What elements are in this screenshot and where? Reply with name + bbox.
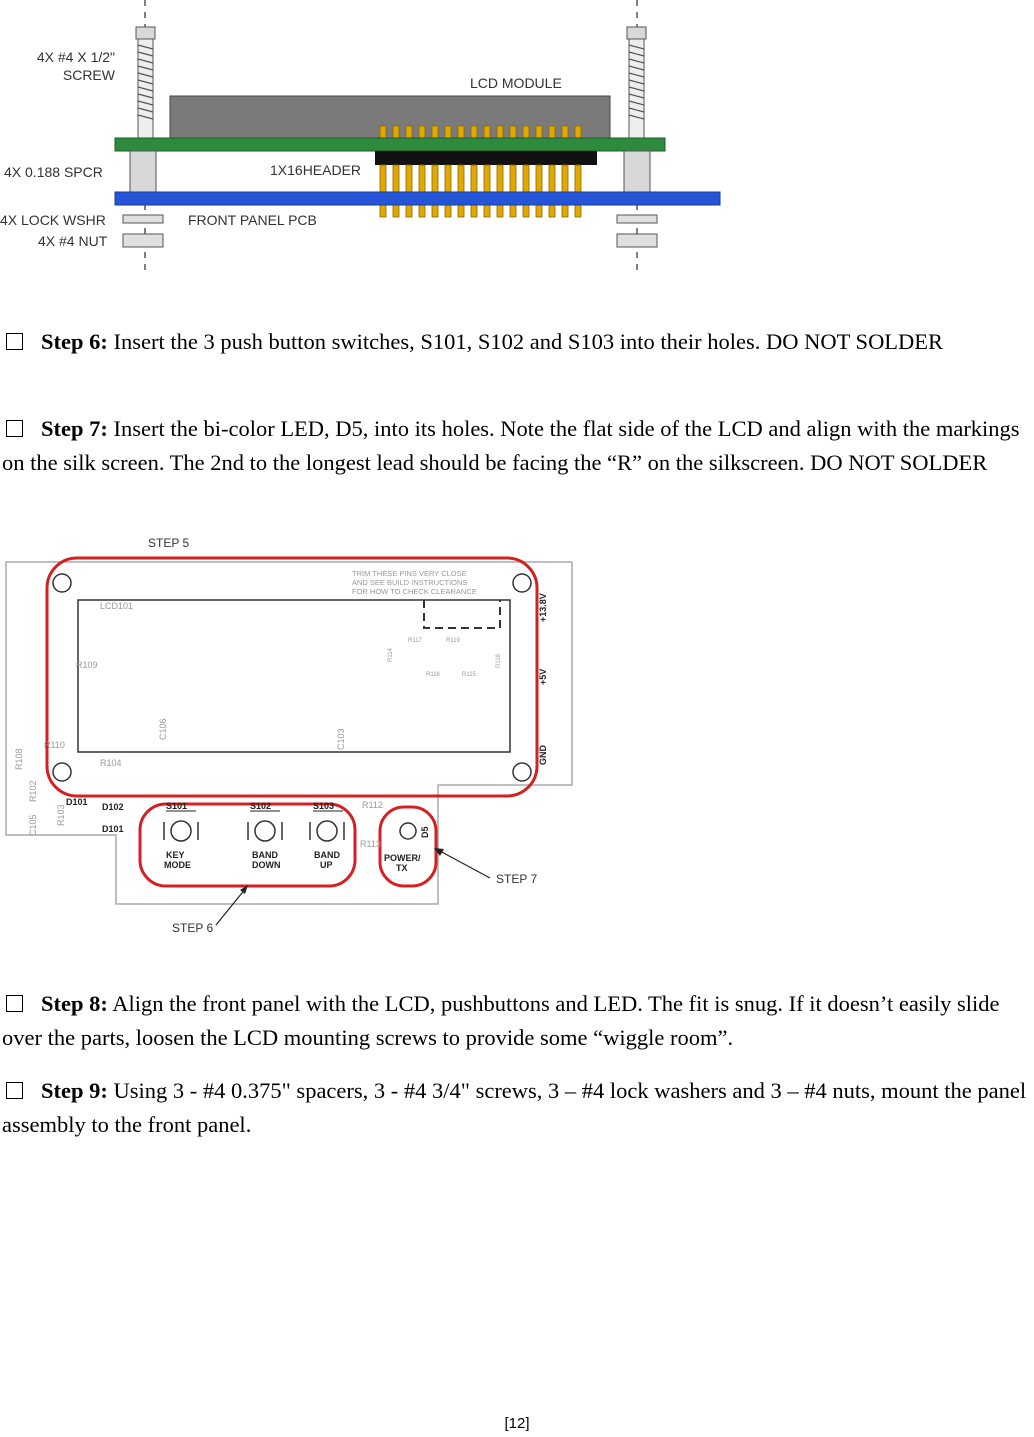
r110-label: R110	[44, 740, 65, 750]
step7-label: STEP 7	[496, 872, 538, 886]
step7-arrow	[438, 850, 490, 878]
band-up-label-2: UP	[320, 860, 333, 870]
r118-label: R118	[496, 654, 502, 668]
step-9	[2, 1074, 1032, 1142]
board-outline	[6, 562, 572, 904]
screw-label-2: SCREW	[62, 67, 115, 83]
right-lock-washer	[617, 215, 657, 223]
screw-label: 4X #4 X 1/2"	[36, 49, 115, 65]
step6-label: STEP 6	[172, 921, 214, 935]
step-9-text: Using 3 - #4 0.375" spacers, 3 - #4 3/4" screws, 3 – #4 lock washers and 3 – #4 nuts, mount the panel assembly to the front panel.	[2, 1078, 1027, 1137]
step-8-text: Align the front panel with the LCD, pushbuttons and LED. The fit is snug. If it doesn’t easily slide over the parts, loosen the LCD mounting screws to provide some “wiggle room”.	[2, 991, 1000, 1050]
c106-label: C106	[158, 718, 168, 740]
header-pins	[380, 165, 581, 217]
step-7	[2, 412, 1032, 480]
r109-label: R109	[76, 660, 98, 670]
trim-note-1: TRIM THESE PINS VERY CLOSE	[352, 569, 467, 578]
step-8-checkbox[interactable]	[6, 995, 23, 1012]
right-screw	[627, 27, 646, 139]
step-6	[2, 325, 1032, 359]
lcd-module-label: LCD MODULE	[470, 75, 562, 91]
lcd-pcb	[115, 138, 665, 151]
trim-note-2: AND SEE BUILD INSTRUCTIONS	[352, 578, 468, 587]
s101-label: S101	[166, 801, 188, 811]
band-down-label-1: BAND	[252, 850, 278, 860]
step-9-checkbox[interactable]	[6, 1082, 23, 1099]
trim-note-3: FOR HOW TO CHECK CLEARANCE	[352, 587, 477, 596]
mount-hole-tl	[53, 574, 71, 592]
lock-washer-label: 4X LOCK WSHR	[0, 212, 106, 228]
spacer-label: 4X 0.188 SPCR	[4, 164, 103, 180]
step-6-checkbox[interactable]	[6, 333, 23, 350]
band-down-label-2: DOWN	[252, 860, 281, 870]
front-panel-pcb	[115, 192, 720, 205]
c105-label: C105	[28, 814, 38, 836]
s102-label: S102	[250, 801, 272, 811]
front-panel-silkscreen-diagram	[0, 530, 580, 940]
step5-label: STEP 5	[148, 536, 190, 550]
page-number: [12]	[504, 1415, 530, 1432]
d101-label-b: D101	[102, 824, 124, 834]
right-spacer	[624, 151, 650, 192]
d101-label-a: D101	[66, 797, 88, 807]
d5-label: D5	[420, 826, 430, 838]
r104-label: R104	[100, 758, 122, 768]
step-6-text: Insert the 3 push button switches, S101, S102 and S103 into their holes. DO NOT SOLDER	[113, 329, 944, 354]
lcd101-label: LCD101	[100, 601, 134, 611]
power-label-1: POWER/	[384, 853, 421, 863]
r117-label: R117	[408, 638, 422, 644]
step-7-checkbox[interactable]	[6, 420, 23, 437]
nut-label: 4X #4 NUT	[38, 233, 108, 249]
left-nut	[123, 234, 163, 247]
band-up-label-1: BAND	[314, 850, 340, 860]
d102-label: D102	[102, 802, 124, 812]
r114-label: R114	[388, 648, 394, 662]
r103-label: R103	[56, 804, 66, 826]
right-nut	[617, 234, 657, 247]
left-spacer	[130, 151, 156, 192]
step-8-title: Step 8:	[41, 991, 108, 1016]
key-label: KEY	[166, 850, 185, 860]
s103-label: S103	[313, 801, 335, 811]
mode-label: MODE	[164, 860, 191, 870]
left-lock-washer	[123, 215, 163, 223]
v5-label: +5V	[538, 668, 548, 685]
header-label: 1X16HEADER	[270, 162, 362, 178]
v13-label: +13.8V	[538, 593, 548, 622]
r115-label: R115	[462, 672, 476, 678]
r116-label: R116	[426, 672, 440, 678]
r119-label: R119	[446, 638, 460, 644]
step-7-text: Insert the bi-color LED, D5, into its holes. Note the flat side of the LCD and align with the markings on the silk screen. The 2nd to the longest lead should be facing the “R” on the silkscreen. DO NOT SOLDER	[2, 416, 1020, 475]
c103-label: C103	[336, 728, 346, 750]
r113-label: R113	[360, 839, 381, 849]
gnd-label: GND	[538, 745, 548, 765]
step-6-title: Step 6:	[41, 329, 108, 354]
lcd-module-body	[170, 96, 610, 138]
step-7-title: Step 7:	[41, 416, 108, 441]
step-8	[2, 987, 1032, 1055]
step-9-title: Step 9:	[41, 1078, 108, 1103]
front-pcb-label: FRONT PANEL PCB	[188, 212, 317, 228]
mount-hole-tr	[513, 574, 531, 592]
r108-label: R108	[14, 748, 24, 770]
lcd-mounting-diagram	[0, 0, 730, 285]
mount-hole-bl	[53, 763, 71, 781]
power-label-2: TX	[396, 863, 408, 873]
r112-label: R112	[362, 800, 383, 810]
left-screw	[136, 27, 155, 139]
mount-hole-br	[513, 763, 531, 781]
header-body	[375, 151, 597, 165]
r102-label: R102	[28, 780, 38, 802]
